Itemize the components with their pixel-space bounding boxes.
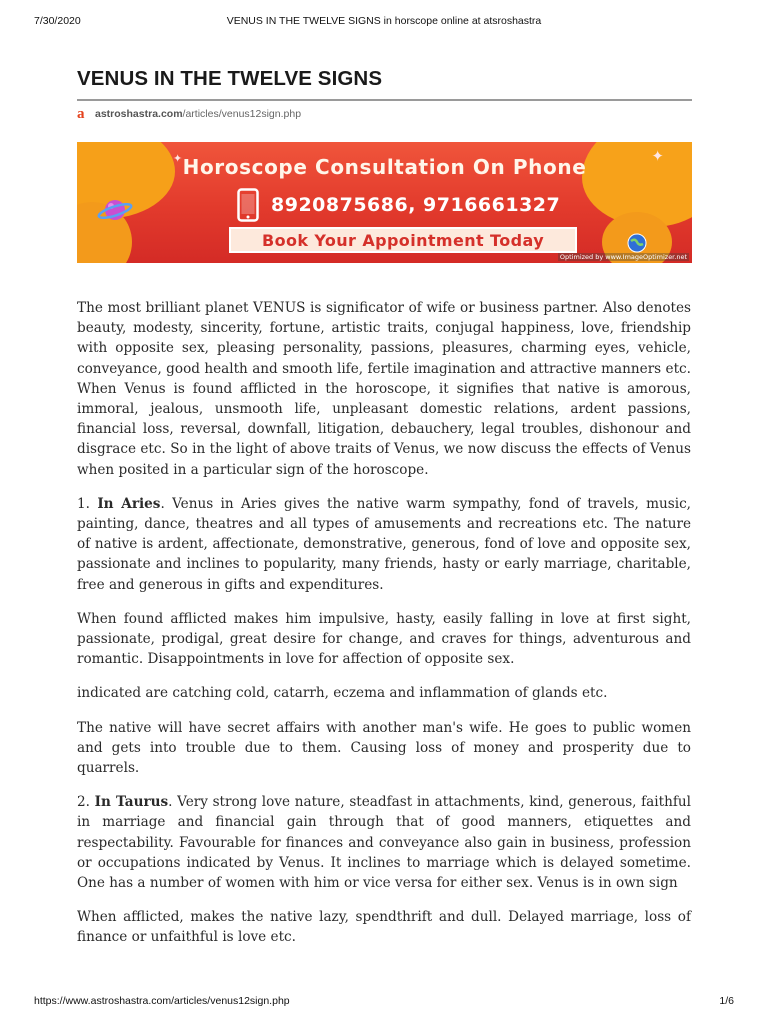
print-date: 7/30/2020 bbox=[34, 15, 81, 27]
aries-text: . Venus in Aries gives the native warm sympathy, fond of travels, music, painting, dance, theatres and all types of amusements and recreations etc. The nature of native is ardent, affectionate, demonstrative, generous, fond of love and opposite sex, passionate and inclines to popularity, many friends, hasty or early marriage, charitable, free and generous in gifts and expenditures. bbox=[77, 495, 691, 593]
taurus-number: 2. bbox=[77, 794, 90, 811]
consultation-banner[interactable] bbox=[77, 142, 692, 263]
source-path[interactable]: /articles/venus12sign.php bbox=[182, 108, 302, 120]
title-divider bbox=[77, 99, 692, 101]
taurus-heading: In Taurus bbox=[94, 794, 169, 811]
book-appointment-button[interactable]: Book Your Appointment Today bbox=[229, 227, 577, 253]
source-domain[interactable]: astroshastra.com bbox=[95, 108, 183, 120]
taurus-afflicted-paragraph: When afflicted, makes the native lazy, spendthrift and dull. Delayed marriage, loss of finance or unfaithful is love etc. bbox=[77, 909, 691, 946]
aries-paragraph bbox=[77, 494, 691, 595]
globe-icon bbox=[626, 232, 648, 254]
banner-phone-numbers: 8920875686, 9716661327 bbox=[271, 194, 561, 216]
page-title: VENUS IN THE TWELVE SIGNS bbox=[77, 67, 383, 90]
star-icon: ✦ bbox=[651, 148, 664, 165]
print-footer-url: https://www.astroshastra.com/articles/venus12sign.php bbox=[34, 995, 290, 1007]
star-icon: ✦ bbox=[173, 153, 183, 165]
intro-paragraph: The most brilliant planet VENUS is significator of wife or business partner. Also denotes beauty, modesty, sincerity, fortune, artistic traits, conjugal happiness, love, friendship with opposite sex, pleasing personality, passions, pleasures, charming eyes, vehicle, conveyance, good health and smooth life, fertile imagination and attractive manners etc. When Venus is found afflicted in the horoscope, it signifies that native is amorous, immoral, jealous, unsmooth life, unpleasant domestic relations, ardent passions, financial loss, reversal, downfall, litigation, debauchery, legal troubles, dishonour and disgrace etc. So in the light of above traits of Venus, we now discuss the effects of Venus when posited in a particular sign of the horoscope. bbox=[77, 300, 691, 478]
taurus-paragraph bbox=[77, 792, 691, 893]
aries-secret-paragraph: The native will have secret affairs with another man's wife. He goes to public women and gets into trouble due to them. Causing loss of money and prosperity due to quarrels. bbox=[77, 719, 691, 777]
banner-headline: Horoscope Consultation On Phone bbox=[182, 155, 587, 179]
banner-phone-row bbox=[237, 188, 560, 222]
aries-diseases-paragraph: indicated are catching cold, catarrh, eczema and inflammation of glands etc. bbox=[77, 685, 608, 702]
planet-icon bbox=[97, 192, 133, 228]
print-document-title: VENUS IN THE TWELVE SIGNS in horscope online at atsroshastra bbox=[226, 15, 542, 27]
print-footer bbox=[34, 995, 734, 1009]
mobile-phone-icon bbox=[237, 188, 259, 222]
banner-credit: Optimized by www.ImageOptimizer.net bbox=[559, 253, 687, 261]
aries-number: 1. bbox=[77, 495, 90, 512]
page-number: 1/6 bbox=[719, 995, 734, 1007]
astroshastra-logo-icon: a bbox=[77, 105, 85, 122]
source-link[interactable] bbox=[77, 106, 301, 122]
aries-afflicted-paragraph: When found afflicted makes him impulsive, hasty, easily falling in love at first sight, passionate, prodigal, great desire for change, and craves for things, adventurous and romantic. Disappointments in love for affection of opposite sex. bbox=[77, 610, 691, 668]
aries-heading: In Aries bbox=[97, 495, 161, 512]
article-body bbox=[77, 298, 691, 962]
taurus-text: . Very strong love nature, steadfast in attachments, kind, generous, faithful in marriage and financial gain through that of good manners, etiquettes and respectability. Favourable for finances and conveyance also gain in business, profession or occupations indicated by Venus. It inclines to marriage which is delayed sometime. One has a number of women with him or vice versa for either sex. Venus is in own sign bbox=[77, 794, 691, 892]
print-header bbox=[34, 15, 734, 29]
